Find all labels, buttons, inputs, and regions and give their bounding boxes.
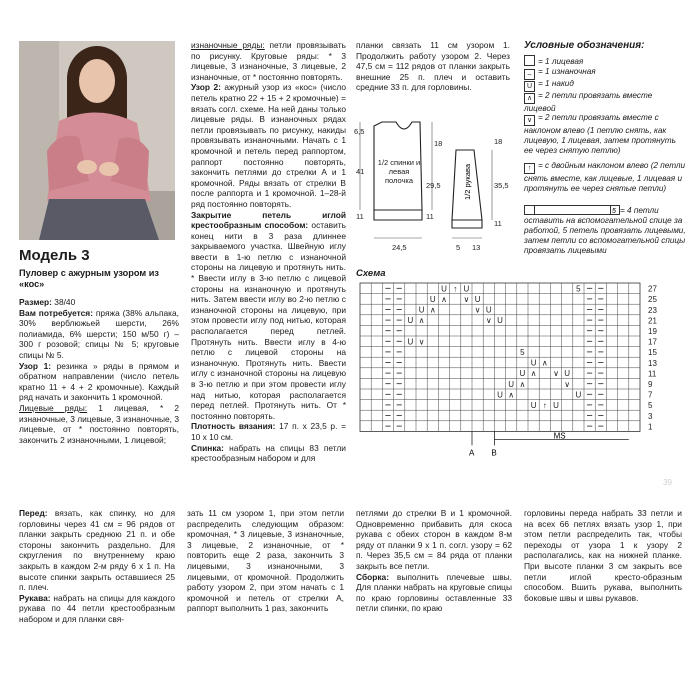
legend-symbol: ∧ bbox=[524, 93, 535, 104]
arrow-a-label: A bbox=[469, 448, 475, 458]
chart-symbol: ∧ bbox=[519, 379, 526, 389]
row-number: 11 bbox=[648, 369, 657, 379]
model-title: Модель 3 bbox=[19, 247, 90, 264]
density-value: 17 п. х 23,5 р. = 10 х 10 см. bbox=[191, 421, 346, 442]
legend-item-purl: – = 1 изнаночная bbox=[524, 67, 684, 80]
chart-symbol: ∧ bbox=[530, 369, 537, 379]
dim-label: 24,5 bbox=[392, 243, 407, 252]
chart-symbol: U bbox=[530, 358, 537, 368]
sleeves-label: Рукава: bbox=[19, 592, 51, 603]
legend-symbol: U bbox=[524, 81, 535, 92]
back-label: Спинка: bbox=[191, 442, 224, 453]
cable-marker: 5 bbox=[576, 284, 581, 294]
pattern1-value: резинка » ряды в прямом и обратном направлении (число петель кратно 11 + 4 + 2 кромочные). Каждый ряд начать и закончить 1 кромочной. bbox=[19, 360, 179, 403]
garment-diagram bbox=[352, 92, 522, 256]
top-right-text: планки связать 11 см узором 1. Продолжить работу узором 2. Через 47,5 см = 112 рядов от планки закрыть внешние 25 п. плеч и оставить средние 33 п. для горловины. bbox=[356, 40, 510, 93]
dim-label: 6,5 bbox=[354, 127, 365, 136]
chart-symbol: ∨ bbox=[485, 316, 492, 326]
chart-symbol: ∨ bbox=[553, 369, 559, 379]
sleeves-value: набрать на спицы для каждого рукава по 44 петли крестообразным набором и для планки свя- bbox=[19, 592, 175, 624]
bottom-column-3 bbox=[356, 508, 512, 614]
chart-symbol: ∧ bbox=[508, 390, 515, 400]
chart-symbol: U bbox=[418, 305, 425, 315]
front-rows-label: Лицевые ряды: bbox=[19, 402, 88, 413]
row-number: 13 bbox=[648, 358, 657, 368]
middle-column bbox=[191, 40, 346, 464]
row-number: 7 bbox=[648, 390, 653, 400]
row-number: 21 bbox=[648, 316, 657, 326]
row-number: 1 bbox=[648, 422, 653, 432]
legend-symbol: ∨ bbox=[524, 115, 535, 126]
legend-item-yarnover: U = 1 накид bbox=[524, 79, 684, 92]
legend-symbol: ↑ bbox=[524, 163, 535, 174]
size-label: Размер: bbox=[19, 297, 52, 307]
model-photo bbox=[19, 41, 175, 240]
sleeve-piece-label: 1/2 рукава bbox=[463, 163, 472, 200]
legend-symbol: – bbox=[524, 69, 535, 80]
pattern2-label: Узор 2: bbox=[191, 82, 221, 93]
front-value: вязать, как спинку, но для горловины через 41 см = 96 рядов от планки закрыть среднюю 21 п. и обе стороны закончить раздельно. Для скругления по внутреннему краю закрыть в каждом 2-м ряду 6 х 1 п. На высоте спинки закрыть оставшиеся 25 п. плеч. bbox=[19, 508, 175, 593]
dim-label: 11 bbox=[426, 212, 434, 221]
pattern1-label: Узор 1: bbox=[19, 360, 52, 371]
ms-label: MS bbox=[553, 431, 566, 441]
chart-symbol: U bbox=[564, 369, 571, 379]
schema-title: Схема bbox=[356, 268, 386, 279]
dim-label: 18 bbox=[434, 139, 443, 148]
dim-label: 11 bbox=[494, 219, 502, 228]
cable-symbol-number: 5 bbox=[612, 208, 616, 215]
row-number: 5 bbox=[648, 401, 653, 411]
sleeve-increase-text: петлями до стрелки В и 1 кромочной. Одновременно прибавить для скоса рукава с обеих сторон в каждом 8-м ряду от планки 9 х 1 п. согл. узору = 62 п. Через 35,5 см = 84 ряда от планки закрыть все петли. bbox=[356, 508, 512, 571]
need-value: пряжа (38% альпака, 30% верблюжьей шерсти, 26% полиамида, 6% шерсти; 150 м/50 г) – 300 г розовой; спицы № 5; круговые спицы № 5. bbox=[19, 307, 179, 360]
chart-symbol: U bbox=[407, 337, 414, 347]
chart-symbol: ∨ bbox=[474, 305, 481, 315]
model-subtitle: Пуловер с ажурным узором из «кос» bbox=[19, 268, 159, 289]
chart-symbol: ∨ bbox=[463, 295, 470, 304]
row-number: 23 bbox=[648, 305, 657, 315]
dim-label: 41 bbox=[356, 167, 365, 176]
legend-item-double-dec: ↑ = с двойным наклоном влево (2 петли снять вместе, как лицевые, 1 лицевая и протянуть ее через снятые петли) bbox=[524, 161, 686, 193]
chart-symbol: ∨ bbox=[418, 337, 425, 347]
chart-symbol: ∨ bbox=[564, 379, 571, 389]
row-number: 27 bbox=[648, 284, 657, 294]
chart-symbol: ↑ bbox=[542, 401, 547, 410]
cable-marker: 5 bbox=[520, 348, 525, 357]
sleeve-band-outline bbox=[452, 220, 482, 228]
knitting-chart bbox=[356, 281, 668, 466]
chart-symbol: U bbox=[463, 284, 470, 294]
pattern2-value: ажурный узор из «кос» (число петель кратно 22 + 15 + 2 кромочные) = вязать согл. схеме. На ней даны только лицевые ряды. В изнаночных рядах петли провязывать по рисунку, накиды провязывать изнаночными. Начать с 1 кромочной и петель перед раппортом, раппорт постоянно повторять, закончить петлями до стрелки А и 1 кромочной. Ряды вязать от стрелки В после раппорта и 1 кромочной. 1–28-й ряд постоянно повторять. bbox=[191, 82, 346, 209]
closing-label: Закрытие петель иглой крестообразным способом: bbox=[191, 209, 346, 231]
row-number: 19 bbox=[648, 327, 657, 336]
legend-item-knit: = 1 лицевая bbox=[524, 55, 684, 67]
legend-symbol bbox=[524, 55, 535, 66]
left-column bbox=[19, 297, 179, 445]
arrow-b-label: B bbox=[491, 448, 497, 458]
front-label: Перед: bbox=[19, 508, 48, 518]
chart-symbol: ∧ bbox=[441, 295, 447, 304]
page-number: 39 bbox=[663, 478, 672, 487]
row-number: 17 bbox=[648, 337, 657, 347]
dim-label: 5 bbox=[456, 243, 461, 252]
purl-rows-label: изнаночные ряды: bbox=[191, 40, 265, 50]
bottom-column-2: зать 11 см узором 1, при этом петли распределить следующим образом: кромочная, * 3 лицевые, 3 изнаночные, 3 лицевые, 2 изнаночные, от * повторить еще 2 раза, закончить 3 лицевыми, 3 изнаночными, 3 лицевыми, от кромочной. Продолжить работу узором 2, при этом начать с 1 кромочной и петель от стрелки А, раппорт выполнить 1 раз, закончить bbox=[187, 508, 344, 614]
purl-rows-value: петли провязывать по рисунку. Круговые ряды: * 3 лицевые, 3 изнаночные, 3 лицевые, 2 изнаночные, от * постоянно повторять. bbox=[191, 40, 346, 82]
need-label: Вам потребуется: bbox=[19, 307, 93, 318]
chart-symbol: U bbox=[407, 316, 414, 326]
chart-symbol: U bbox=[474, 295, 481, 304]
chart-symbol: U bbox=[497, 316, 503, 326]
assembly-label: Сборка: bbox=[356, 571, 389, 582]
chart-symbol: U bbox=[485, 305, 492, 315]
chart-symbol: U bbox=[519, 369, 526, 379]
row-number: 25 bbox=[648, 295, 657, 305]
legend-item-ssk: ∨ = 2 петли провязать вместе с наклоном влево (1 петлю снять, как лицевую, 1 лицевая, затем протянуть ее через снятую петлю) bbox=[524, 113, 676, 155]
dim-label: 13 bbox=[472, 243, 481, 252]
chart-symbol: U bbox=[575, 390, 582, 400]
chart-symbol: ↑ bbox=[453, 284, 458, 294]
chart-symbol: ∧ bbox=[418, 316, 425, 326]
legend-title: Условные обозначения: bbox=[524, 40, 645, 51]
closing-value: оставить конец нити в 3 раза длиннее закрываемого участка. Швейную иглу ввести в 1-ю петлю с изнаночной стороны на лицевую и протянуть нить. * Ввести иглу в 3-ю петлю с лицевой стороны на изнаночную и протянуть нить. Затем ввести иглу во 2-ю петлю с изнаночной стороны на лицевую, при этом провести иглу под нитью, которая располагается перед петлей. Протянуть нить. Ввести иглу в 4-ю петлю с лицевой стороны на изнаночную. Протянуть нить. Ввести иглу с изнаночной стороны на лицевую в 3-ю петлю и при этом провести иглу над нитью, которая располагается перед петлей. Протянуть нить. От * постоянно повторять. bbox=[191, 220, 346, 421]
dim-label: 35,5 bbox=[494, 181, 509, 190]
model-photo-illustration bbox=[19, 41, 175, 240]
cable-symbol bbox=[524, 205, 620, 215]
size-value: 38/40 bbox=[51, 297, 76, 307]
chart-symbol: ∧ bbox=[541, 358, 548, 368]
density-label: Плотность вязания: bbox=[191, 421, 276, 432]
chart-symbol: U bbox=[508, 379, 515, 389]
back-piece-label: 1/2 спинки и левая полочка bbox=[377, 158, 421, 185]
chart-symbol: U bbox=[530, 401, 537, 410]
chart-symbol: U bbox=[429, 295, 436, 304]
back-value: набрать на спицы 83 петли крестообразным набором и для bbox=[191, 442, 346, 464]
chart-symbol: U bbox=[553, 401, 559, 410]
assembly-value: выполнить плечевые швы. Для планки набрать на круговые спицы по краю горловины оставленные 33 петли спинки, по краю bbox=[356, 571, 512, 614]
bottom-column-1 bbox=[19, 508, 175, 625]
dim-label: 18 bbox=[494, 137, 503, 146]
row-number: 15 bbox=[648, 348, 657, 358]
row-number: 3 bbox=[648, 411, 653, 421]
chart-symbol: U bbox=[497, 390, 503, 400]
body-band-outline bbox=[374, 210, 422, 220]
dim-label: 11 bbox=[356, 212, 364, 221]
row-number: 9 bbox=[648, 380, 653, 389]
bottom-column-4: горловины переда набрать 33 петли и на всех 66 петлях вязать узор 1, при этом петли распределить так, чтобы переходы от узора 1 к узору 2 располагались, как на нижней планке. При высоте планки 3 см закрыть все петли иглой кресто-образным способом. Вшить рукава, выполнить боковые швы и швы рукавов. bbox=[524, 508, 682, 603]
front-rows-value: 1 лицевая, * 2 изнаночные, 3 лицевые, 3 изнаночные, 3 лицевые, от * постоянно повторять, закончить 2 изнаночными, 1 лицевой; bbox=[19, 402, 179, 445]
chart-symbol: U bbox=[441, 284, 447, 294]
legend-item-k2tog: ∧ = 2 петли провязать вместе лицевой bbox=[524, 91, 653, 113]
dim-label: 29,5 bbox=[426, 181, 441, 190]
legend-item-cable: 5 = 4 петли оставить на вспомогательной спице за работой, 5 петель провязать лицевыми, затем петли со вспомогательной спицы провязать лицевыми bbox=[524, 206, 686, 255]
chart-symbol: ∧ bbox=[429, 305, 436, 315]
